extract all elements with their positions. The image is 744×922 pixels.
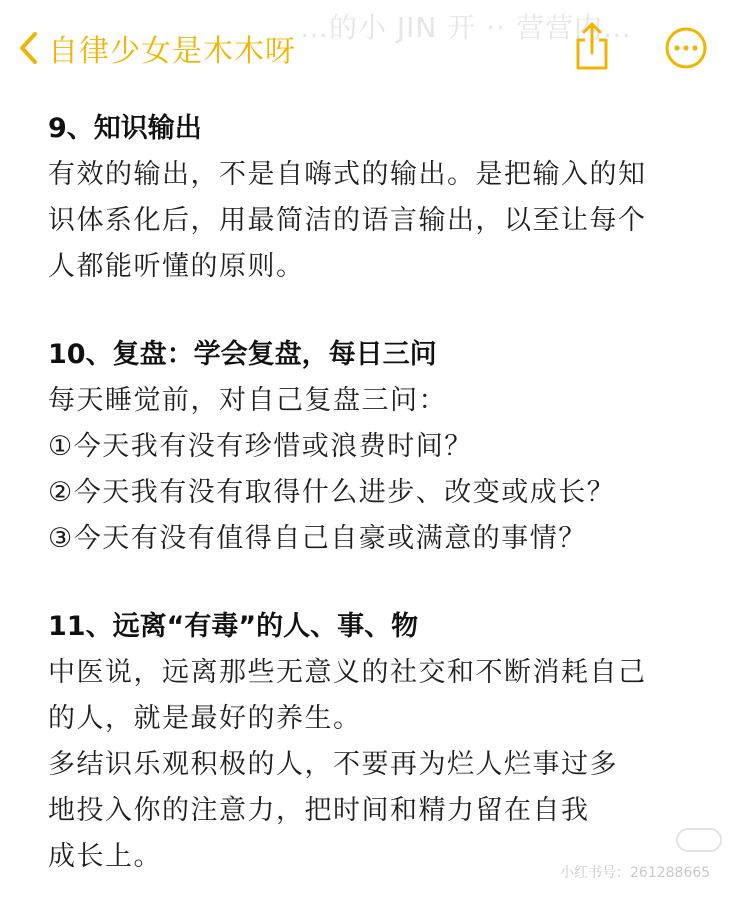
watermark-id: 小红书号：261288665	[560, 865, 711, 881]
text-line: 地投入你的注意力，把时间和精力留在自我	[48, 795, 590, 826]
text-line: 识体系化后，用最简洁的语言输出，以至让每个	[48, 205, 647, 236]
share-button[interactable]	[572, 20, 612, 72]
note-body	[48, 106, 711, 922]
list-item: ②今天我有没有取得什么进步、改变或成长？	[48, 477, 616, 508]
section-heading: 9、知识输出	[48, 113, 202, 144]
text-line: 的人，就是最好的养生。	[48, 703, 362, 734]
back-button[interactable]	[18, 26, 296, 70]
text-line: 人都能听懂的原则。	[48, 251, 305, 282]
watermark-logo-icon	[676, 828, 722, 852]
chevron-left-icon	[18, 31, 38, 65]
list-item: ③今天有没有值得自己自豪或满意的事情？	[48, 523, 587, 554]
section-heading: 10、复盘：学会复盘，每日三问	[48, 339, 437, 370]
more-icon	[664, 26, 708, 70]
text-line: 每天睡觉前，对自己复盘三问：	[48, 385, 447, 416]
section-knowledge-output	[48, 106, 708, 290]
faded-overlay-text: …的小 JIN 开 ·· 营营内…	[300, 11, 632, 44]
list-item: ①今天我有没有珍惜或浪费时间？	[48, 431, 473, 462]
more-options-button[interactable]	[664, 26, 708, 70]
top-navigation-bar	[0, 0, 744, 96]
text-line: 多结识乐观积极的人，不要再为烂人烂事过多	[48, 749, 618, 780]
text-line: 成长上。	[48, 841, 162, 872]
section-daily-review	[48, 332, 708, 562]
text-line: 中医说，远离那些无意义的社交和不断消耗自己	[48, 657, 647, 688]
section-avoid-toxic	[48, 604, 711, 881]
share-icon	[572, 20, 612, 72]
text-line: 有效的输出，不是自嗨式的输出。是把输入的知	[48, 159, 647, 190]
back-title: 自律少女是木木呀	[48, 34, 296, 69]
section-heading: 11、远离“有毒”的人、事、物	[48, 611, 419, 642]
